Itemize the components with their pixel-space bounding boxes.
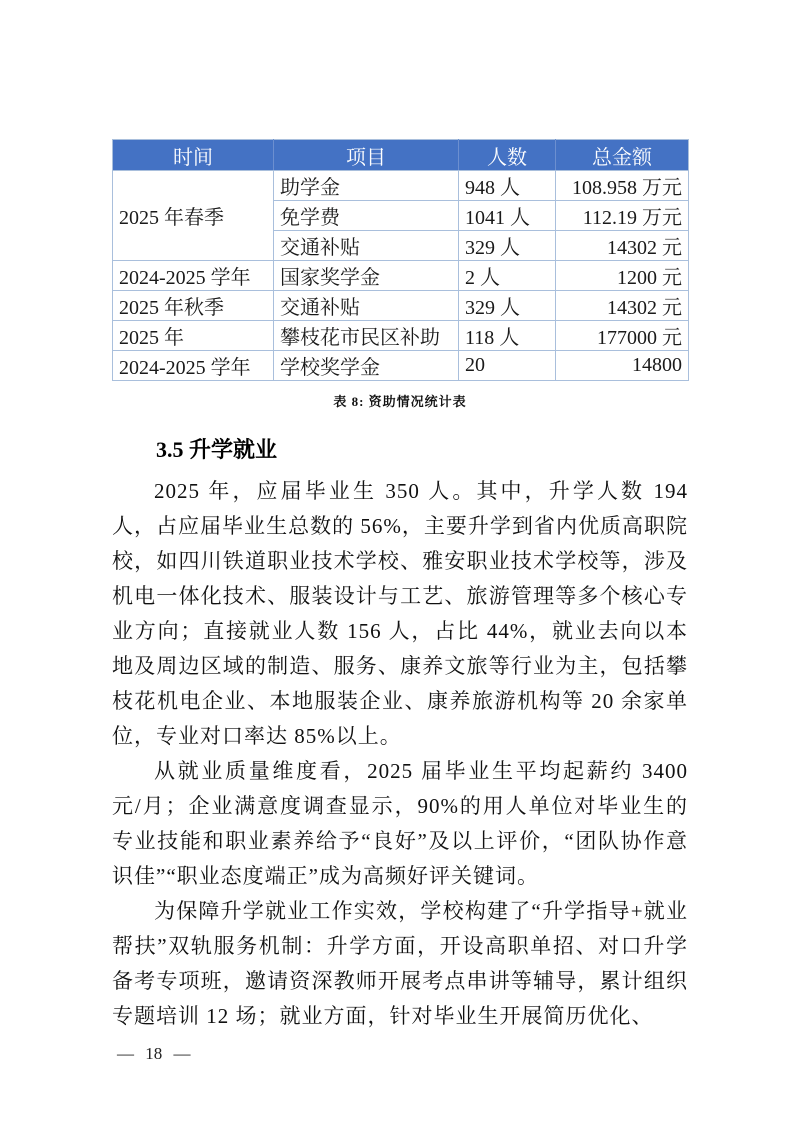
table-row: [113, 321, 689, 351]
aid-statistics-table: [112, 139, 689, 381]
amount-cell: 14302 元: [556, 291, 689, 321]
time-cell: 2024-2025 学年: [113, 351, 274, 381]
item-cell: 交通补贴: [274, 291, 459, 321]
amount-cell: 112.19 万元: [556, 201, 689, 231]
table-header-row: [113, 140, 689, 171]
table-row: [113, 171, 689, 201]
table-body: [113, 171, 689, 381]
item-cell: 助学金: [274, 171, 459, 201]
count-cell: 329 人: [459, 291, 556, 321]
count-cell: 329 人: [459, 231, 556, 261]
table-row: [113, 261, 689, 291]
count-cell: 948 人: [459, 171, 556, 201]
paragraph-employment-quality: 从就业质量维度看，2025 届毕业生平均起薪约 3400 元/月；企业满意度调查显示，90%的用人单位对毕业生的专业技能和职业素养给予“良好”及以上评价，“团队协作意识佳”“职业态度端正”成为高频好评关键词。: [112, 759, 688, 888]
table-caption: 表 8: 资助情况统计表: [333, 394, 467, 409]
table-row: [113, 291, 689, 321]
time-cell: 2025 年春季: [113, 171, 274, 261]
amount-cell: 14302 元: [556, 231, 689, 261]
amount-cell: 177000 元: [556, 321, 689, 351]
item-cell: 免学费: [274, 201, 459, 231]
time-cell: 2025 年: [113, 321, 274, 351]
count-cell: 118 人: [459, 321, 556, 351]
header-cell-count: 人数: [459, 140, 556, 171]
table-row: [113, 351, 689, 381]
section-heading: 3.5 升学就业: [156, 437, 278, 462]
paragraph-employment-overview: 2025 年，应届毕业生 350 人。其中，升学人数 194 人，占应届毕业生总数的 56%，主要升学到省内优质高职院校，如四川铁道职业技术学校、雅安职业技术学校等，涉及机电一体化技术、服装设计与工艺、旅游管理等多个核心专业方向；直接就业人数 156 人，占比 44%，就业去向以本地及周边区域的制造、服务、康养文旅等行业为主，包括攀枝花机电企业、本地服装企业、康养旅游机构等 20 余家单位，专业对口率达 85%以上。: [112, 479, 688, 748]
section-body: [112, 474, 688, 1034]
page-content: [112, 139, 688, 1034]
amount-cell: 108.958 万元: [556, 171, 689, 201]
item-cell: 学校奖学金: [274, 351, 459, 381]
time-cell: 2024-2025 学年: [113, 261, 274, 291]
page-number: — 18 —: [117, 1044, 191, 1063]
item-cell: 攀枝花市民区补助: [274, 321, 459, 351]
item-cell: 交通补贴: [274, 231, 459, 261]
header-cell-item: 项目: [274, 140, 459, 171]
count-cell: 1041 人: [459, 201, 556, 231]
count-cell: 20: [459, 351, 556, 381]
paragraph-support-mechanism: 为保障升学就业工作实效，学校构建了“升学指导+就业帮扶”双轨服务机制：升学方面，开设高职单招、对口升学备考专项班，邀请资深教师开展考点串讲等辅导，累计组织专题培训 12 场；就业方面，针对毕业生开展简历优化、: [112, 899, 688, 1028]
header-cell-time: 时间: [113, 140, 274, 171]
count-cell: 2 人: [459, 261, 556, 291]
item-cell: 国家奖学金: [274, 261, 459, 291]
table-header: [113, 140, 689, 171]
amount-cell: 1200 元: [556, 261, 689, 291]
header-cell-amount: 总金额: [556, 140, 689, 171]
time-cell: 2025 年秋季: [113, 291, 274, 321]
amount-cell: 14800: [556, 351, 689, 381]
